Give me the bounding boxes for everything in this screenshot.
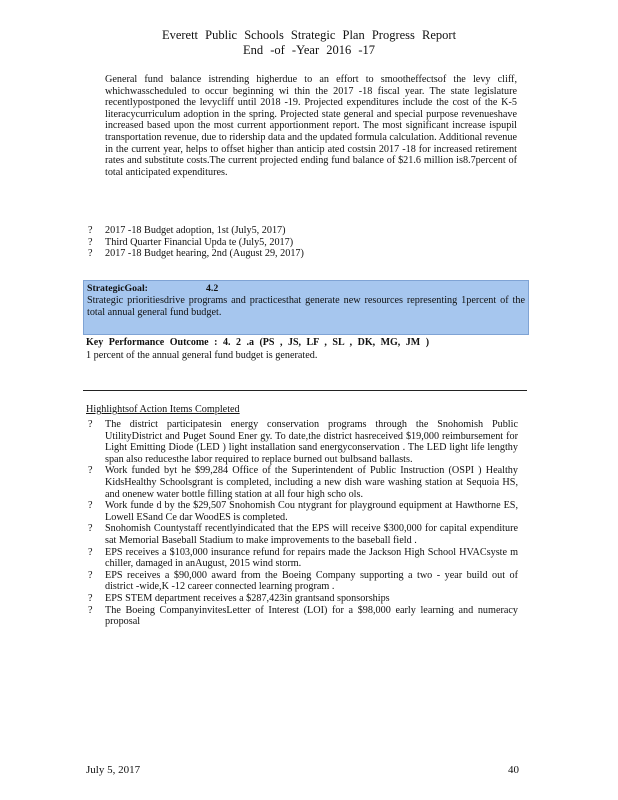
strategic-goal-label: StrategicGoal:: [87, 283, 148, 294]
highlight-text: The Boeing CompanyinvitesLetter of Interest (LOI) for a $98,000 early learning and numeracy proposal: [105, 604, 518, 628]
budget-bullet-list: [88, 225, 518, 260]
budget-bullet-text: 2017 -18 Budget hearing, 2nd (August 29, 2017): [105, 248, 304, 260]
strategic-goal-number: 4.2: [206, 283, 219, 294]
bullet-marker: ?: [88, 225, 93, 236]
bullet-marker: ?: [88, 465, 93, 477]
list-item: [88, 605, 518, 628]
highlight-text: EPS receives a $90,000 award from the Boeing Company supporting a two - year build out of district -wide,K -12 career connected learning program .: [105, 569, 518, 593]
list-item: [88, 419, 518, 465]
bullet-marker: ?: [88, 500, 93, 512]
budget-bullet-text: 2017 -18 Budget adoption, 1st (July5, 2017): [105, 225, 286, 236]
fund-balance-paragraph: [105, 74, 517, 178]
fund-balance-text: General fund balance istrending higherdue to an effort to smootheffectsof the levy cliff, whichwasscheduled to occur beginning wi thin the 2017 -18 fiscal year. The state legislature recentlypostponed the levycliff until 2018 -19. Projected expenditures include the cost of the K-5 literacycurriculum adoption in the spring. Projected state general and special purpose revenueshave increased based upon the most current apportionment report. The most significant increase ispupil transportation revenue, due to ridership data and the updated formula calculation. Additional revenue in the current year, helps to offset higher than anticip ated costsin 2017 -18 for increased retirement rates and substitute costs.The current projected ending fund balance of $21.6 million is8.7percent of total anticipated expenditures.: [105, 74, 517, 178]
strategic-goal-text: Strategic prioritiesdrive programs and practicesthat generate new resources representing 1percent of the total annual general fund budget.: [87, 295, 525, 318]
bullet-marker: ?: [88, 546, 93, 558]
section-divider: [83, 390, 527, 391]
strategic-goal-box: [83, 280, 529, 335]
highlights-list: [88, 419, 518, 628]
list-item: [88, 248, 518, 260]
highlight-text: The district participatesin energy conservation programs through the Snohomish Public UtilityDistrict and Puget Sound Ener gy. To date,the district hasreceived $19,000 reimbursement for Light Emitting Diode (LED ) light installation sand energyconservation . The LED light life lengthy span also reducesthe labor required to replace burned out bulbsand ballasts.: [105, 419, 518, 465]
highlight-text: Work funded byt he $99,284 Office of the Superintendent of Public Instruction (OSPI ) Healthy KidsHealthy Schoolsgrant is completed, including a new dish ware washing station at Sequoia HS, and onenew water bottle filling station at all four high scho ols.: [105, 465, 518, 500]
bullet-marker: ?: [88, 592, 93, 604]
bullet-marker: ?: [88, 248, 93, 260]
list-item: [88, 570, 518, 593]
bullet-marker: ?: [88, 236, 93, 248]
report-title: Everett Public Schools Strategic Plan Progress Report: [161, 28, 457, 42]
list-item: [88, 547, 518, 570]
bullet-marker: ?: [88, 419, 93, 430]
bullet-marker: ?: [88, 604, 93, 616]
list-item: [88, 237, 518, 249]
footer-date: July 5, 2017: [86, 764, 141, 776]
highlight-text: Snohomish Countystaff recentlyindicated that the EPS will receive $300,000 for capital expenditure sat Memorial Baseball Stadium to make improvements to the baseball field .: [105, 523, 518, 546]
list-item: [88, 593, 518, 605]
kpi-label: Key Performance Outcome : 4. 2 .a (PS , JS, LF , SL , DK, MG, JM ): [86, 337, 430, 348]
highlight-text: EPS receives a $103,000 insurance refund for repairs made the Jackson High School HVACsyste m chiller, damaged in anAugust, 2015 wind storm.: [105, 546, 518, 570]
bullet-marker: ?: [88, 523, 93, 535]
highlight-text: EPS STEM department receives a $287,423in grantsand sponsorships: [105, 592, 390, 604]
report-subtitle: End -of -Year 2016 -17: [242, 43, 376, 57]
kpi-text: 1 percent of the annual general fund budget is generated.: [86, 350, 318, 361]
page-number: 40: [508, 764, 519, 776]
list-item: [88, 500, 518, 523]
list-item: [88, 523, 518, 546]
list-item: [88, 465, 518, 500]
bullet-marker: ?: [88, 569, 93, 581]
list-item: [88, 225, 518, 237]
budget-bullet-text: Third Quarter Financial Upda te (July5, 2017): [105, 236, 294, 248]
highlights-heading: Highlightsof Action Items Completed: [86, 404, 240, 415]
highlight-text: Work funde d by the $29,507 Snohomish Cou ntygrant for playground equipment at Hawthorne ES, Lowell ESand Ce dar WoodES is completed.: [105, 500, 518, 523]
